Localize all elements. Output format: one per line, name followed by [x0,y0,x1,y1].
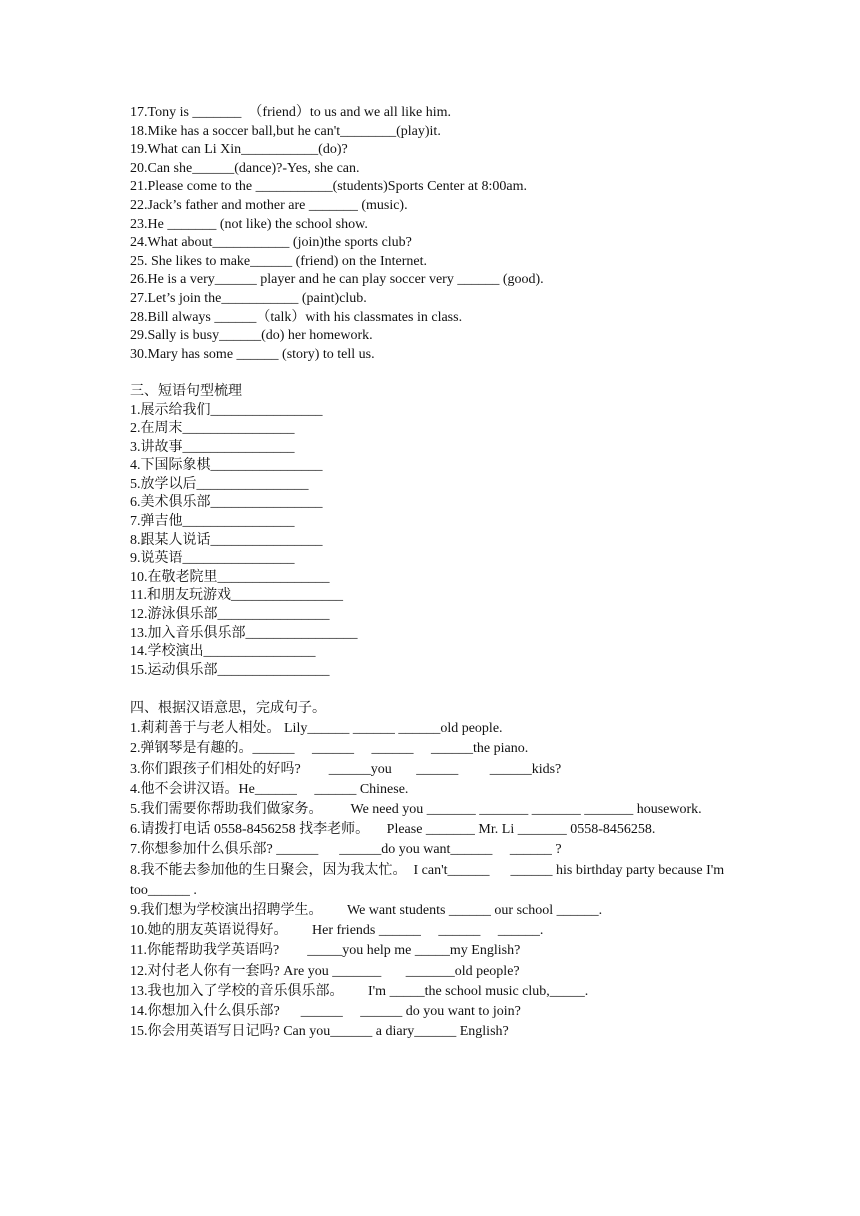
phrase-item: 1.展示给我们________________ [130,402,323,418]
phrase-item: 13.加入音乐俱乐部________________ [130,625,358,641]
sentence-item: 12.对付老人你有一套吗? Are you _______ _______old people? [130,963,520,979]
phrase-item: 7.弹吉他________________ [130,514,295,530]
section-2-exercises [130,104,740,364]
phrase-item: 12.游泳俱乐部________________ [130,607,330,623]
exercise-item: 25. She likes to make______ (friend) on the Internet. [130,253,428,269]
section-spacer [130,680,740,699]
exercise-item: 18.Mike has a soccer ball,but he can't________(play)it. [130,123,441,139]
phrase-item: 15.运动俱乐部________________ [130,662,330,678]
exercise-item: 21.Please come to the ___________(students)Sports Center at 8:00am. [130,179,527,195]
exercise-item: 29.Sally is busy______(do) her homework. [130,328,373,344]
section-heading: 三、短语句型梳理 [130,383,242,399]
exercise-item: 17.Tony is _______ （friend）to us and we all like him. [130,105,451,120]
sentence-item: 3.你们跟孩子们相处的好吗? ______you ______ ______kids? [130,761,562,777]
phrase-item: 5.放学以后________________ [130,476,309,492]
exercise-item: 24.What about___________ (join)the sports club? [130,235,412,251]
phrase-item: 11.和朋友玩游戏________________ [130,588,343,604]
sentence-item: 13.我也加入了学校的音乐俱乐部。 I'm _____the school music club,_____. [130,983,589,999]
section-heading: 四、根据汉语意思，完成句子。 [130,701,326,716]
sentence-item: 7.你想参加什么俱乐部? ______ ______do you want______ ______ ? [130,842,562,858]
exercise-item: 22.Jack’s father and mother are _______ (music). [130,197,408,213]
sentence-item: 4.他不会讲汉语。He______ ______ Chinese. [130,781,409,797]
phrase-item: 14.学校演出________________ [130,644,316,660]
section-spacer [130,364,740,383]
exercise-item: 20.Can she______(dance)?-Yes, she can. [130,160,360,176]
sentence-item: 6.请拨打电话 0558-8456258 找李老师。 Please _______ Mr. Li _______ 0558-8456258. [130,822,656,838]
sentence-item: 15.你会用英语写日记吗? Can you______ a diary______ English? [130,1024,509,1040]
exercise-item: 23.He _______ (not like) the school show. [130,216,368,232]
worksheet-page [130,104,740,1042]
section-4-translation [130,699,740,1042]
exercise-item: 30.Mary has some ______ (story) to tell us. [130,346,375,362]
phrase-item: 3.讲故事________________ [130,439,295,455]
sentence-item: 5.我们需要你帮助我们做家务。 We need you _______ _______ _______ _______ housework. [130,802,702,818]
sentence-item: 2.弹钢琴是有趣的。______ ______ ______ ______the piano. [130,741,529,757]
phrase-item: 2.在周末________________ [130,421,295,437]
phrase-item: 8.跟某人说话________________ [130,532,323,548]
section-3-phrases [130,383,740,681]
sentence-item: 14.你想加入什么俱乐部? ______ ______ do you want to join? [130,1004,521,1020]
exercise-item: 28.Bill always ______（talk）with his classmates in class. [130,309,463,325]
exercise-item: 19.What can Li Xin___________(do)? [130,142,348,158]
sentence-item: 8.我不能去参加他的生日聚会，因为我太忙。 I can't______ ______ his birthday party because I'm too______ . [130,862,728,898]
phrase-item: 6.美术俱乐部________________ [130,495,323,511]
sentence-item: 9.我们想为学校演出招聘学生。 We want students ______ our school ______. [130,903,603,919]
phrase-item: 10.在敬老院里________________ [130,569,330,585]
exercise-item: 26.He is a very______ player and he can play soccer very ______ (good). [130,272,544,288]
sentence-item: 10.她的朋友英语说得好。 Her friends ______ ______ ______. [130,923,544,939]
phrase-item: 4.下国际象棋________________ [130,458,323,474]
sentence-item: 11.你能帮助我学英语吗? _____you help me _____my English? [130,943,521,959]
sentence-item: 1.莉莉善于与老人相处。 Lily______ ______ ______old people. [130,721,503,737]
exercise-item: 27.Let’s join the___________ (paint)club. [130,290,367,306]
phrase-item: 9.说英语________________ [130,551,295,567]
